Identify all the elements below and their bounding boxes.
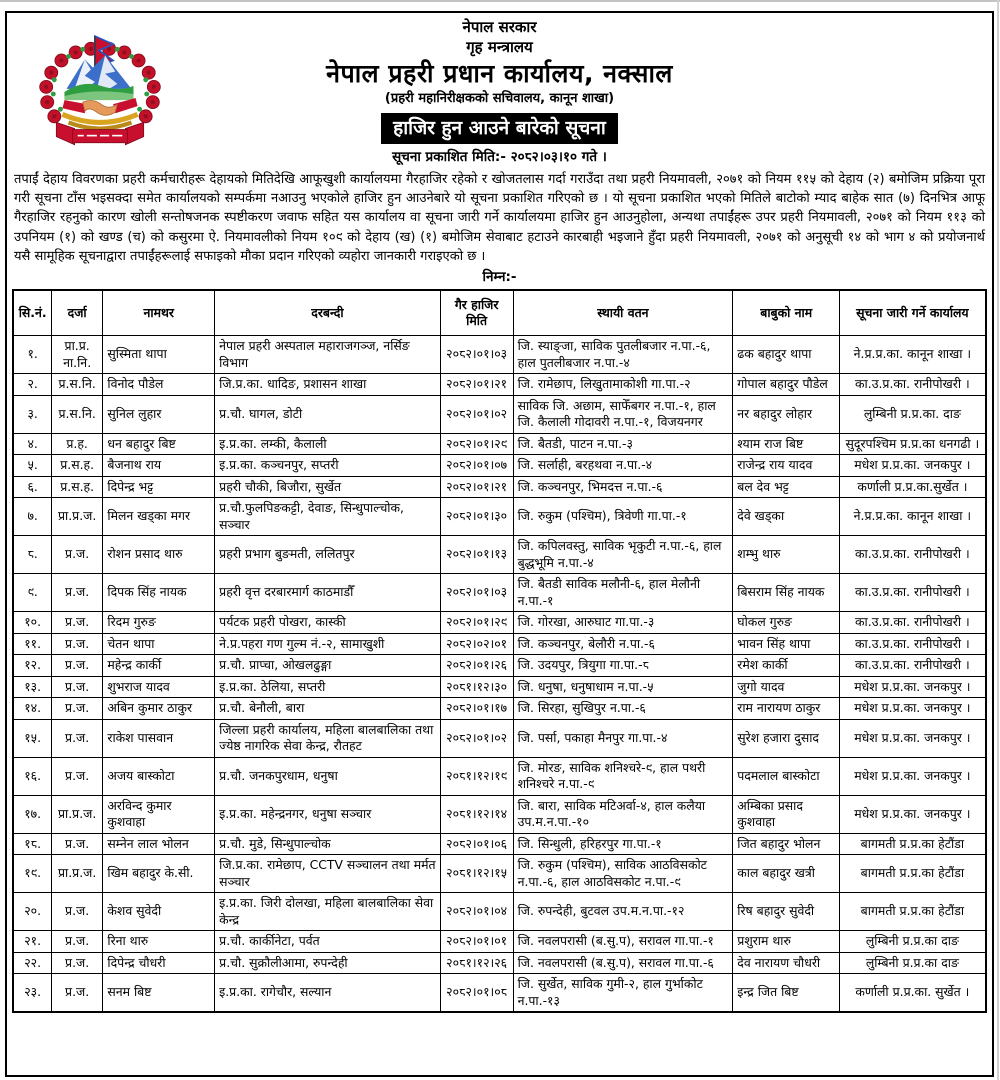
cell-office: लुम्बिनी प्र.प्र.का दाङ (840, 931, 986, 953)
cell-father: रमेश कार्की (733, 655, 840, 677)
table-row (13, 612, 985, 634)
cell-sn: २. (13, 374, 51, 396)
cell-office: ने.प्र.प्र.का. कानून शाखा । (840, 336, 986, 374)
cell-sn: ६. (13, 476, 51, 498)
cell-address: जि. कञ्चनपुर, भिमदत्त न.पा.-६ (513, 476, 733, 498)
cell-date: २०८२।०१।२९ (440, 433, 513, 455)
cell-rank: प्र.स.ह. (51, 455, 103, 477)
cell-rank: प्र.ज. (51, 698, 103, 720)
cell-address: जि. नवलपरासी (ब.सु.प), सरावल गा.पा.-१ (513, 931, 733, 953)
cell-name: अबिन कुमार ठाकुर (103, 698, 215, 720)
cell-office: का.उ.प्र.का. रानीपोखरी । (840, 536, 986, 574)
cell-father: नर बहादुर लोहार (733, 395, 840, 433)
masthead (10, 17, 989, 167)
cell-posting: प्र.चौ.फुलपिङकट्टी, देवाङ, सिन्धुपाल्चोक, सञ्चार (215, 498, 441, 536)
cell-sn: २२. (13, 952, 51, 974)
cell-posting: इ.प्र.का. ठेलिया, सप्तरी (215, 676, 441, 698)
cell-office: का.उ.प्र.का. रानीपोखरी । (840, 574, 986, 612)
cell-sn: १०. (13, 612, 51, 634)
cell-sn: १७. (13, 795, 51, 833)
notice-paragraph: तपाईं देहाय विवरणका प्रहरी कर्मचारीहरू देहायको मितिदेखि आफूखुशी कार्यालयमा गैरहाजिर रहेको र खोजतलास गर्दा गराउँदा तथा प्रहरी नियमावली, २०७१ को नियम ११५ को देहाय (२) बमोजिम प्रक्रिया पूरा गरी सूचना टाँस भइसक्दा समेत कार्यालयको सम्पर्कमा नआउनु भएकोले हाजिर हुन आउनेबारे यो सूचना प्रकाशित गरिएको छ । यो सूचना प्रकाशित भएको मितिले बाटोको म्याद बाहेक सात (७) दिनभित्र आफू गैरहाजिर रहनुको कारण खोली सन्तोषजनक स्पष्टीकरण जवाफ सहित यस कार्यालय वा सूचना जारी गर्ने कार्यालयमा हाजिर हुन आउनुहोला, अन्यथा तपाईंहरू उपर प्रहरी नियमावली, २०७१ को नियम ११३ को उपनियम (१) को खण्ड (च) को कसुरमा ऐ. नियमावलीको नियम १०९ को देहाय (ख) (१) बमोजिम सेवाबाट हटाउने कारबाही भइजाने हुँदा प्रहरी नियमावली, २०७१ को अनुसूची १४ को भाग ४ को प्रयोजनार्थ यसै सामूहिक सूचनाद्वारा तपाईंहरूलाई सफाइको मौका प्रदान गरिएको व्यहोरा जानकारी गराइएको छ । (14, 172, 985, 264)
cell-date: २०८१।१२।१५ (440, 855, 513, 893)
cell-office: बागमती प्र.प्र.का हेटौंडा (840, 833, 986, 855)
cell-address: जि. रुकुम (पश्चिम), साविक आठविसकोट न.पा.-६, हाल आठविसकोट न.पा.-९ (513, 855, 733, 893)
cell-address: जि. स्याङ्जा, साविक पुतलीबजार न.पा.-६, हाल पुतलीबजार न.पा.-४ (513, 336, 733, 374)
cell-address: जि. पर्सा, पकाहा मैनपुर गा.पा.-४ (513, 719, 733, 757)
office-name: नेपाल प्रहरी प्रधान कार्यालय, नक्साल (326, 59, 673, 88)
column-header-office: सूचना जारी गर्ने कार्यालय (840, 290, 986, 336)
cell-posting: इ.प्र.का. रागेचौर, सल्यान (215, 974, 441, 1013)
ministry-name: गृह मन्त्रालय (466, 38, 533, 56)
cell-name: खिम बहादुर के.सी. (103, 855, 215, 893)
cell-date: २०८२।०१।२९ (440, 612, 513, 634)
table-row (13, 536, 985, 574)
cell-office: ने.प्र.प्र.का. कानून शाखा । (840, 498, 986, 536)
cell-sn: २३. (13, 974, 51, 1013)
cell-rank: प्रा.प्र. ना.नि. (51, 336, 103, 374)
cell-address: जि. सिरहा, सुखिपुर न.पा.-६ (513, 698, 733, 720)
cell-father: बिसराम सिंह नायक (733, 574, 840, 612)
cell-sn: ५. (13, 455, 51, 477)
column-header-father: बाबुको नाम (733, 290, 840, 336)
wheat-garland (62, 114, 137, 128)
cell-office: मधेश प्र.प्र.का. जनकपुर । (840, 795, 986, 833)
cell-office: बागमती प्र.प्र.का हेटौंडा (840, 893, 986, 931)
sub-office-name: (प्रहरी महानिरीक्षकको सचिवालय, कानून शाखा) (384, 91, 615, 106)
cell-name: चेतन थापा (103, 633, 215, 655)
cell-posting: प्र.चौ. घागल, डोटी (215, 395, 441, 433)
cell-date: २०८२।०१।०३ (440, 574, 513, 612)
cell-office: का.उ.प्र.का. रानीपोखरी । (840, 633, 986, 655)
cell-rank: प्र.ज. (51, 757, 103, 795)
table-row (13, 433, 985, 455)
cell-father: गोपाल बहादुर पौडेल (733, 374, 840, 396)
cell-rank: प्र.स.नि. (51, 395, 103, 433)
cell-rank: प्रा.प्र.ज. (51, 498, 103, 536)
cell-sn: १८. (13, 833, 51, 855)
table-row (13, 336, 985, 374)
cell-date: २०८२।०२।०१ (440, 633, 513, 655)
cell-address: जि. रामेछाप, लिखुतामाकोशी गा.पा.-२ (513, 374, 733, 396)
table-row (13, 395, 985, 433)
cell-date: २०८२।०१।३० (440, 498, 513, 536)
cell-posting: ने.प्र.पहरा गण गुल्म नं.-२, सामाखुशी (215, 633, 441, 655)
cell-father: भावन सिंह थापा (733, 633, 840, 655)
cell-address: जि. नवलपरासी (ब.सु.प), सरावल गा.पा.-६ (513, 952, 733, 974)
cell-office: कर्णाली प्र.प्र.का.सुर्खेत । (840, 476, 986, 498)
cell-date: २०८२।०१।०२ (440, 395, 513, 433)
cell-sn: १६. (13, 757, 51, 795)
column-header-posting: दरबन्दी (215, 290, 441, 336)
cell-sn: १२. (13, 655, 51, 677)
cell-address: जि. बैतडी साविक मलौनी-६, हाल मेलौनी न.पा.-१ (513, 574, 733, 612)
cell-posting: प्र.चौ. मुडे, सिन्धुपाल्चोक (215, 833, 441, 855)
cell-date: २०८२।०१।०१ (440, 931, 513, 953)
table-row (13, 757, 985, 795)
cell-rank: प्र.ज. (51, 974, 103, 1013)
cell-office: मधेश प्र.प्र.का. जनकपुर । (840, 676, 986, 698)
cell-address: जि. मोरङ, साविक शनिश्चरे-९, हाल पथरी शनिश्चरे न.पा.-९ (513, 757, 733, 795)
cell-office: मधेश प्र.प्र.का. जनकपुर । (840, 698, 986, 720)
cell-rank: प्र.स.ह. (51, 476, 103, 498)
cell-father: रिष बहादुर सुवेदी (733, 893, 840, 931)
cell-sn: ९. (13, 574, 51, 612)
cell-date: २०८२।०१।२१ (440, 476, 513, 498)
cell-sn: ४. (13, 433, 51, 455)
cell-office: कर्णाली प्र.प्र.का. सुर्खेत । (840, 974, 986, 1013)
list-label: निम्न:- (482, 269, 517, 286)
cell-date: २०८२।०१।०८ (440, 974, 513, 1013)
cell-posting: प्र.चौ. जनकपुरधाम, धनुषा (215, 757, 441, 795)
cell-posting: पर्यटक प्रहरी पोखरा, कास्की (215, 612, 441, 634)
cell-address: जि. गोरखा, आरुघाट गा.पा.-३ (513, 612, 733, 634)
cell-name: रिना थारु (103, 931, 215, 953)
cell-address: जि. रुपन्देही, बुटवल उप.म.न.पा.-१२ (513, 893, 733, 931)
table-row (13, 574, 985, 612)
cell-rank: प्रा.प्र.ज. (51, 855, 103, 893)
cell-father: इन्द्र जित बिष्ट (733, 974, 840, 1013)
cell-office: मधेश प्र.प्र.का. जनकपुर । (840, 455, 986, 477)
cell-posting: प्र.चौ. सुक्रौलीआमा, रुपन्देही (215, 952, 441, 974)
cell-father: घोकल गुरुङ (733, 612, 840, 634)
cell-sn: ३. (13, 395, 51, 433)
cell-sn: १४. (13, 698, 51, 720)
cell-posting: प्रहरी चौकी, बिजौरा, सुर्खेत (215, 476, 441, 498)
cell-date: २०८२।०१।०६ (440, 833, 513, 855)
published-date: सूचना प्रकाशित मिति:- २०८२।०३।१० गते । (392, 149, 607, 165)
cell-posting: इ.प्र.का. लम्की, कैलाली (215, 433, 441, 455)
cell-address: साविक जि. अछाम, साफेँबगर न.पा.-१, हाल जि. कैलाली गोदावरी न.पा.-१, विजयनगर (513, 395, 733, 433)
cell-address: जि. उदयपुर, त्रियुगा गा.पा.-८ (513, 655, 733, 677)
cell-rank: प्र.ज. (51, 833, 103, 855)
ribbon-banner (56, 122, 143, 144)
table-row (13, 855, 985, 893)
cell-sn: १९. (13, 855, 51, 893)
column-header-name: नामथर (103, 290, 215, 336)
notice-title: हाजिर हुन आउने बारेको सूचना (381, 113, 618, 144)
cell-name: रिदम गुरुङ (103, 612, 215, 634)
cell-date: २०८२।०१।२१ (440, 374, 513, 396)
cell-rank: प्र.ज. (51, 574, 103, 612)
cell-name: अरविन्द कुमार कुशवाहा (103, 795, 215, 833)
cell-posting: जि.प्र.का. रामेछाप, CCTV सञ्चालन तथा मर्मत सञ्चार (215, 855, 441, 893)
cell-office: बागमती प्र.प्र.का हेटौंडा (840, 855, 986, 893)
cell-name: महेन्द्र कार्की (103, 655, 215, 677)
cell-posting: प्रहरी वृत्त दरबारमार्ग काठमाडौँ (215, 574, 441, 612)
column-header-rank: दर्जा (51, 290, 103, 336)
cell-father: बल देव भट्ट (733, 476, 840, 498)
cell-father: देवे खड्का (733, 498, 840, 536)
cell-name: बैजनाथ राय (103, 455, 215, 477)
cell-date: २०८२।०१।०२ (440, 719, 513, 757)
cell-father: काल बहादुर खत्री (733, 855, 840, 893)
cell-father: अम्बिका प्रसाद कुशवाहा (733, 795, 840, 833)
cell-name: सुनिल लुहार (103, 395, 215, 433)
absentee-roster-table (12, 289, 986, 1013)
cell-father: राम नारायण ठाकुर (733, 698, 840, 720)
table-row (13, 676, 985, 698)
notice-page (5, 11, 994, 1077)
cell-name: रोशन प्रसाद थारु (103, 536, 215, 574)
cell-posting: प्र.चौ. प्राप्चा, ओखलढुङ्गा (215, 655, 441, 677)
cell-rank: प्रा.प्र.ज. (51, 795, 103, 833)
table-row (13, 455, 985, 477)
cell-date: २०८२।०१।०३ (440, 336, 513, 374)
cell-father: श्याम राज बिष्ट (733, 433, 840, 455)
cell-rank: प्र.ज. (51, 719, 103, 757)
cell-father: शम्भु थारु (733, 536, 840, 574)
cell-posting: जिल्ला प्रहरी कार्यालय, महिला बालबालिका तथा ज्येष्ठ नागरिक सेवा केन्द्र, रौतहट (215, 719, 441, 757)
cell-address: जि. सुर्खेत, साविक गुमी-२, हाल गुर्भाकोट न.पा.-१३ (513, 974, 733, 1013)
cell-rank: प्र.ज. (51, 893, 103, 931)
table-row (13, 952, 985, 974)
cell-posting: प्रहरी प्रभाग बुङमती, ललितपुर (215, 536, 441, 574)
cell-office: लुम्बिनी प्र.प्र.का दाङ (840, 952, 986, 974)
cell-sn: ७. (13, 498, 51, 536)
cell-address: जि. बैतडी, पाटन न.पा.-३ (513, 433, 733, 455)
cell-rank: प्र.ज. (51, 536, 103, 574)
table-row (13, 974, 985, 1013)
cell-rank: प्र.ज. (51, 676, 103, 698)
cell-name: सम्नेन लाल भोलन (103, 833, 215, 855)
cell-rank: प्र.ज. (51, 633, 103, 655)
cell-office: लुम्बिनी प्र.प्र.का. दाङ (840, 395, 986, 433)
cell-name: धन बहादुर बिष्ट (103, 433, 215, 455)
cell-sn: १३. (13, 676, 51, 698)
cell-sn: १. (13, 336, 51, 374)
cell-rank: प्र.स.नि. (51, 374, 103, 396)
cell-rank: प्र.ज. (51, 952, 103, 974)
cell-posting: इ.प्र.का. जिरी दोलखा, महिला बालबालिका सेवा केन्द्र (215, 893, 441, 931)
cell-rank: प्र.ज. (51, 612, 103, 634)
table-row (13, 893, 985, 931)
cell-address: जि. धनुषा, धनुषाधाम न.पा.-५ (513, 676, 733, 698)
cell-posting: इ.प्र.का. कञ्चनपुर, सप्तरी (215, 455, 441, 477)
cell-name: केशव सुवेदी (103, 893, 215, 931)
cell-name: दिपेन्द्र भट्ट (103, 476, 215, 498)
cell-posting: प्र.चौ. बेनौली, बारा (215, 698, 441, 720)
government-name: नेपाल सरकार (462, 18, 537, 36)
cell-father: पदमलाल बास्कोटा (733, 757, 840, 795)
cell-posting: नेपाल प्रहरी अस्पताल महाराजगञ्ज, नर्सिङ विभाग (215, 336, 441, 374)
cell-posting: इ.प्र.का. महेन्द्रनगर, धनुषा सञ्चार (215, 795, 441, 833)
cell-date: २०८२।०१।१३ (440, 536, 513, 574)
table-row (13, 633, 985, 655)
cell-office: का.उ.प्र.का. रानीपोखरी । (840, 374, 986, 396)
cell-date: २०८१।१२।१९ (440, 757, 513, 795)
table-row (13, 833, 985, 855)
cell-sn: २०. (13, 893, 51, 931)
cell-father: ढक बहादुर थापा (733, 336, 840, 374)
cell-name: दिपक सिंह नायक (103, 574, 215, 612)
cell-posting: जि.प्र.का. धादिङ, प्रशासन शाखा (215, 374, 441, 396)
table-row (13, 655, 985, 677)
table-row (13, 795, 985, 833)
table-row (13, 698, 985, 720)
cell-name: सनम बिष्ट (103, 974, 215, 1013)
cell-date: २०८१।१२।२६ (440, 952, 513, 974)
cell-sn: ८. (13, 536, 51, 574)
cell-address: जि. बारा, साविक मटिअर्वा-४, हाल कलैया उप.म.न.पा.-१० (513, 795, 733, 833)
cell-address: जि. रुकुम (पश्चिम), त्रिवेणी गा.पा.-१ (513, 498, 733, 536)
column-header-date: गैर हाजिर मिति (440, 290, 513, 336)
cell-sn: २१. (13, 931, 51, 953)
cell-sn: १५. (13, 719, 51, 757)
cell-father: जित बहादुर भोलन (733, 833, 840, 855)
cell-date: २०८१।१२।३० (440, 676, 513, 698)
cell-address: जि. कपिलवस्तु, साविक भृकुटी न.पा.-६, हाल बुद्धभूमि न.पा.-४ (513, 536, 733, 574)
cell-office: का.उ.प्र.का. रानीपोखरी । (840, 612, 986, 634)
cell-address: जि. कञ्चनपुर, बेलौरी न.पा.-६ (513, 633, 733, 655)
scan-edge-top (0, 0, 1000, 2)
scan-edge-right (997, 0, 999, 1080)
cell-name: सुस्मिता थापा (103, 336, 215, 374)
cell-father: प्रशुराम थारु (733, 931, 840, 953)
cell-office: मधेश प्र.प्र.का. जनकपुर । (840, 719, 986, 757)
cell-date: २०८१।१२।१४ (440, 795, 513, 833)
cell-address: जि. सर्लाही, बरहथवा न.पा.-४ (513, 455, 733, 477)
cell-date: २०८२।०१।०४ (440, 893, 513, 931)
handshake (62, 98, 137, 115)
table-row (13, 931, 985, 953)
cell-date: २०८२।०१।२६ (440, 655, 513, 677)
cell-office: मधेश प्र.प्र.का. जनकपुर । (840, 757, 986, 795)
cell-address: जि. सिन्धुली, हरिहरपुर गा.पा.-१ (513, 833, 733, 855)
cell-father: राजेन्द्र राय यादव (733, 455, 840, 477)
table-row (13, 498, 985, 536)
cell-name: शुभराज यादव (103, 676, 215, 698)
cell-sn: ११. (13, 633, 51, 655)
cell-father: सुरेश हजारा दुसाद (733, 719, 840, 757)
cell-office: सुदूरपश्चिम प्र.प्र.का धनगढी । (840, 433, 986, 455)
table-row (13, 374, 985, 396)
cell-father: जुगो यादव (733, 676, 840, 698)
cell-office: का.उ.प्र.का. रानीपोखरी । (840, 655, 986, 677)
cell-rank: प्र.ज. (51, 931, 103, 953)
column-header-address: स्थायी वतन (513, 290, 733, 336)
table-header-row (13, 290, 985, 336)
column-header-sn: सि.नं. (13, 290, 51, 336)
cell-name: दिपेन्द्र चौधरी (103, 952, 215, 974)
cell-name: मिलन खड्का मगर (103, 498, 215, 536)
cell-name: विनोद पौडेल (103, 374, 215, 396)
cell-name: राकेश पासवान (103, 719, 215, 757)
table-row (13, 719, 985, 757)
cell-date: २०८२।०१।०७ (440, 455, 513, 477)
cell-name: अजय बास्कोटा (103, 757, 215, 795)
table-row (13, 476, 985, 498)
cell-father: देव नारायण चौधरी (733, 952, 840, 974)
nepal-police-emblem-icon (34, 33, 166, 155)
cell-rank: प्र.ह. (51, 433, 103, 455)
cell-date: २०८२।०१।१७ (440, 698, 513, 720)
cell-posting: प्र.चौ. कार्कीनेटा, पर्वत (215, 931, 441, 953)
cell-rank: प्र.ज. (51, 655, 103, 677)
